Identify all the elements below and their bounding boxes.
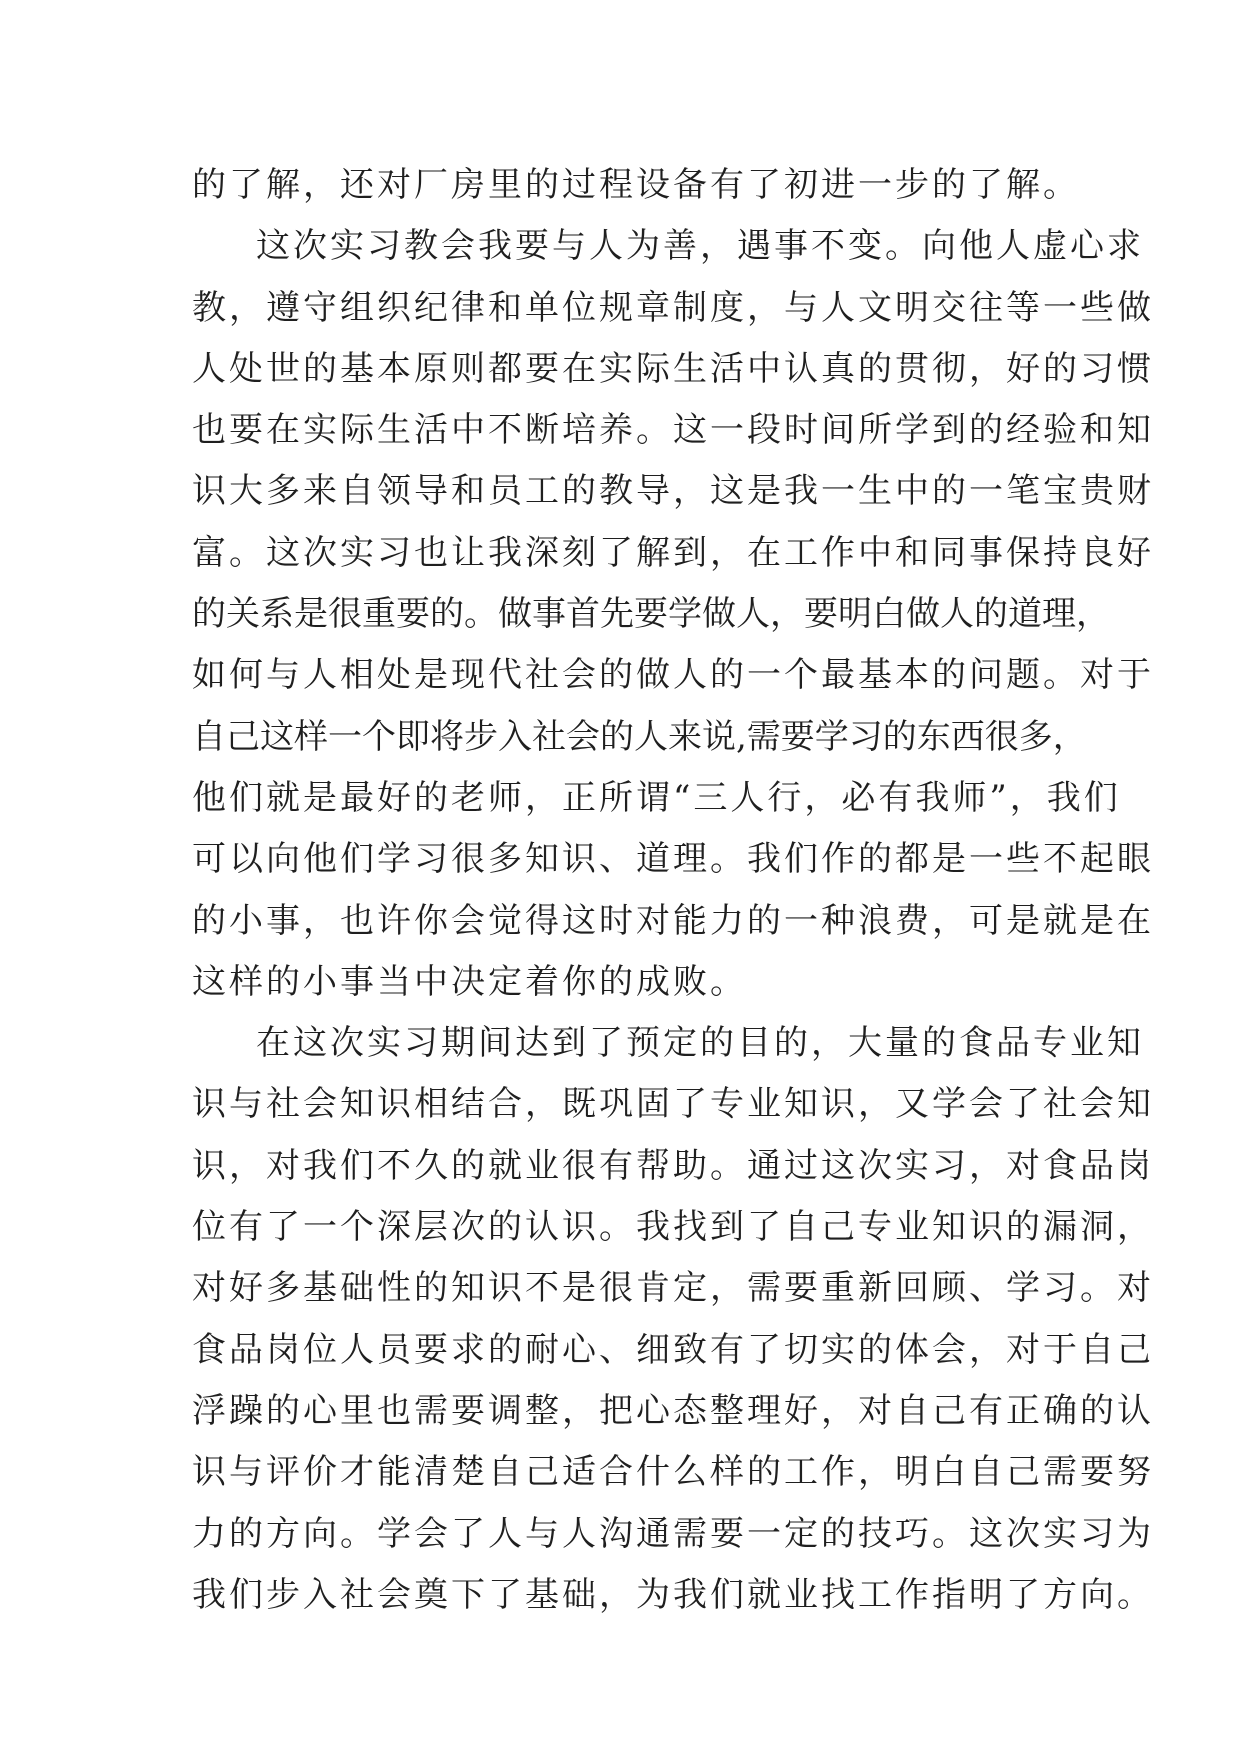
text-line: 识，对我们不久的就业很有帮助。通过这次实习，对食品岗 (192, 1145, 1154, 1186)
text-line: 人处世的基本原则都要在实际生活中认真的贯彻，好的习惯 (192, 348, 1154, 389)
text-line: 的小事，也许你会觉得这时对能力的一种浪费，可是就是在 (192, 900, 1154, 941)
text-line: 位有了一个深层次的认识。我找到了自己专业知识的漏洞， (192, 1207, 1154, 1248)
text-line: 识与社会知识相结合，既巩固了专业知识，又学会了社会知 (192, 1084, 1154, 1125)
text-line: 在这次实习期间达到了预定的目的，大量的食品专业知 (256, 1023, 1144, 1064)
text-line: 教，遵守组织纪律和单位规章制度，与人文明交往等一些做 (192, 287, 1154, 328)
text-line: 浮躁的心里也需要调整，把心态整理好，对自己有正确的认 (192, 1390, 1154, 1431)
text-line: 识与评价才能清楚自己适合什么样的工作，明白自己需要努 (192, 1452, 1154, 1493)
text-line: 识大多来自领导和员工的教导，这是我一生中的一笔宝贵财 (192, 471, 1154, 512)
text-line: 富。这次实习也让我深刻了解到，在工作中和同事保持良好 (192, 532, 1154, 573)
body-text (192, 155, 1154, 1626)
text-line: 如何与人相处是现代社会的做人的一个最基本的问题。对于 (192, 655, 1154, 696)
text-line: 的关系是很重要的。做事首先要学做人，要明白做人的道理， (192, 594, 1110, 635)
text-line: 的了解，还对厂房里的过程设备有了初进一步的了解。 (192, 165, 1080, 205)
text-line: 我们步入社会奠下了基础，为我们就业找工作指明了方向。 (192, 1574, 1154, 1615)
text-line: 可以向他们学习很多知识、道理。我们作的都是一些不起眼 (192, 839, 1154, 880)
text-line: 这样的小事当中决定着你的成败。 (192, 961, 747, 1002)
text-line: 也要在实际生活中不断培养。这一段时间所学到的经验和知 (192, 410, 1154, 451)
text-line: 自己这样一个即将步入社会的人来说,需要学习的东西很多， (192, 716, 1087, 757)
text-line: 这次实习教会我要与人为善，遇事不变。向他人虚心求 (256, 226, 1144, 267)
text-line: 食品岗位人员要求的耐心、细致有了切实的体会，对于自己 (192, 1329, 1154, 1370)
text-line: 力的方向。学会了人与人沟通需要一定的技巧。这次实习为 (192, 1513, 1154, 1554)
text-line: 他们就是最好的老师，正所谓“三人行，必有我师”，我们 (192, 777, 1121, 818)
text-line: 对好多基础性的知识不是很肯定，需要重新回顾、学习。对 (192, 1268, 1154, 1309)
